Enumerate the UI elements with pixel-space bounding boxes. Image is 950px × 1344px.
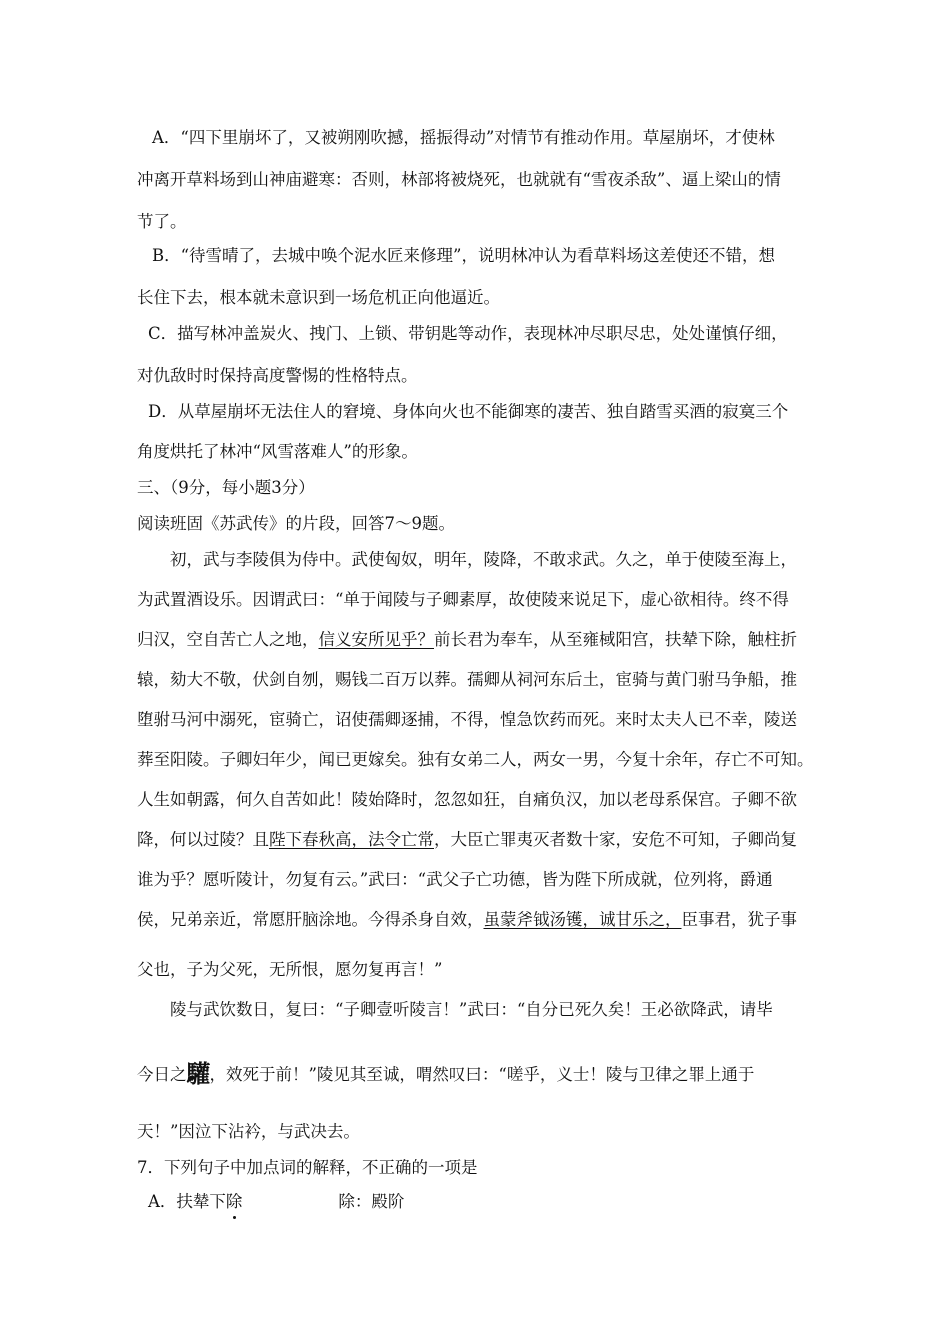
passage-line: 人生如朝露，何久自苦如此！陵始降时，忽忽如狂，自痛负汉，加以老母系保宫。子卿不欲: [137, 790, 797, 809]
option-d-line-1: D．从草屋崩坏无法住人的窘境、身体向火也不能御寒的凄苦、独自踏雪买酒的寂寞三个: [148, 402, 789, 421]
passage-line: 葬至阳陵。子卿妇年少，闻已更嫁矣。独有女弟二人，两女一男，今复十余年，存亡不可知。: [137, 750, 814, 769]
passage-text: 降，何以过陵？且: [137, 830, 269, 849]
passage-text: 今日之: [137, 1065, 187, 1084]
rare-character: 驩: [186, 1059, 210, 1088]
underlined-sentence-1: 信义安所见乎？: [318, 630, 434, 649]
passage-line: 初，武与李陵俱为侍中。武使匈奴，明年，陵降，不敢求武。久之，单于使陵至海上，: [170, 550, 797, 569]
question-7-option-a: [148, 1192, 404, 1212]
option-a-line-3: 节了。: [137, 212, 187, 231]
option-a-line-2: 冲离开草料场到山神庙避寒：否则，林部将被烧死，也就就有“雪夜杀敌”、逼上梁山的情: [137, 170, 781, 189]
option-b-line-2: 长住下去，根本就未意识到一场危机正向他逼近。: [137, 288, 500, 307]
passage-line: 为武置酒设乐。因谓武曰：“单于闻陵与子卿素厚，故使陵来说足下，虚心欲相待。终不得: [137, 590, 789, 609]
option-gloss: 除：殿阶: [338, 1192, 405, 1211]
passage-text: ，大臣亡罪夷灭者数十家，安危不可知，子卿尚复: [434, 830, 797, 849]
option-a-line-1: A．“四下里崩坏了，又被朔刚吹撼，摇振得动”对情节有推动作用。草屋崩坏，才使林: [152, 128, 775, 147]
passage-line: 辕，劾大不敬，伏剑自刎，赐钱二百万以葬。孺卿从祠河东后土，宦骑与黄门驸马争船，推: [137, 670, 797, 689]
option-d-line-2: 角度烘托了林冲“风雪落难人”的形象。: [137, 442, 418, 461]
passage-text: 前长君为奉车，从至雍棫阳宫，扶辇下除，触柱折: [434, 630, 797, 649]
passage-text: 侯，兄弟亲近，常愿肝脑涂地。今得杀身自效，: [137, 910, 484, 929]
passage-text: ，效死于前！”陵见其至诚，喟然叹曰：“嗟乎，义士！陵与卫律之罪上通于: [209, 1065, 755, 1084]
passage-text: 臣事君，犹子事: [681, 910, 797, 929]
option-text: 扶辇下: [176, 1192, 226, 1211]
passage-text: 归汉，空自苦亡人之地，: [137, 630, 319, 649]
option-c-line-2: 对仇敌时时保持高度警惕的性格特点。: [137, 366, 418, 385]
passage-line: 堕驸马河中溺死，宦骑亡，诏使孺卿逐捕，不得，惶急饮药而死。来时太夫人已不幸，陵送: [137, 710, 797, 729]
option-b-line-1: B．“待雪晴了，去城中唤个泥水匠来修理”，说明林冲认为看草料场这差使还不错，想: [152, 246, 775, 265]
passage-line: 父也，子为父死，无所恨，愿勿复再言！”: [137, 960, 443, 979]
option-label: A．: [148, 1192, 177, 1211]
section-header: 三、（9分，每小题3分）: [137, 478, 315, 497]
question-7-stem: 7．下列句子中加点词的解释，不正确的一项是: [137, 1158, 478, 1177]
passage-line: 陵与武饮数日，复曰：“子卿壹听陵言！”武曰：“自分已死久矣！王必欲降武，请毕: [170, 1000, 773, 1019]
passage-line: [137, 630, 797, 650]
underlined-sentence-2: 陛下春秋高，法令亡常: [269, 830, 434, 849]
passage-line: [137, 830, 797, 850]
dotted-word: 除: [225, 1192, 243, 1211]
underlined-sentence-3: 虽蒙斧钺汤镬，诚甘乐之，: [483, 910, 682, 929]
passage-line: 天！”因泣下沾衿，与武决去。: [137, 1122, 360, 1141]
option-c-line-1: C．描写林冲盖炭火、拽门、上锁、带钥匙等动作，表现林冲尽职尽忠，处处谨慎仔细，: [148, 324, 788, 343]
reading-intro: 阅读班固《苏武传》的片段，回答7～9题。: [137, 514, 455, 533]
passage-line: [137, 910, 797, 930]
passage-line: 谁为乎？愿听陵计，勿复有云。”武曰：“武父子亡功德，皆为陛下所成就，位列将，爵通: [137, 870, 773, 889]
passage-line: [137, 1059, 755, 1088]
